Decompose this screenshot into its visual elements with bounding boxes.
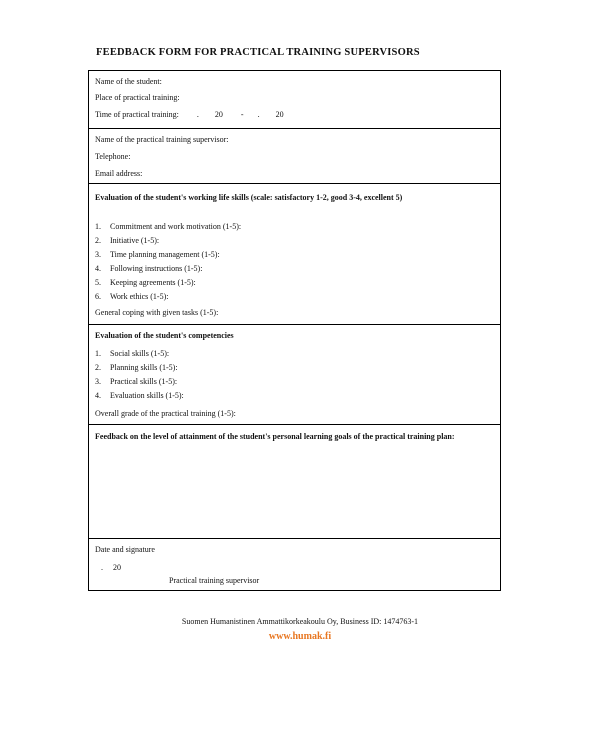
time-year-1: 20 (214, 110, 223, 119)
time-dot-1: . (196, 110, 199, 119)
date-signature-label: Date and signature (95, 545, 155, 554)
list-item: 3. Time planning management (1-5): (95, 250, 220, 259)
competencies-section (89, 325, 500, 425)
list-item: 2. Initiative (1-5): (95, 236, 160, 245)
time-dash: - (240, 110, 244, 119)
telephone-label: Telephone: (95, 152, 131, 161)
time-dot-2: . (257, 110, 260, 119)
footer-company: Suomen Humanistinen Ammattikorkeakoulu Oy, Business ID: 1474763-1 (181, 617, 419, 626)
signature-section (89, 539, 500, 590)
time-year-2: 20 (275, 110, 284, 119)
list-item: 4. Evaluation skills (1-5): (95, 391, 184, 400)
list-item: 1. Social skills (1-5): (95, 349, 170, 358)
signature-dot: . (101, 563, 103, 572)
supervisor-caption: Practical training supervisor (169, 576, 260, 585)
feedback-section (89, 425, 500, 539)
overall-grade-label: Overall grade of the practical training (1-5): (95, 409, 236, 418)
working-life-section (89, 184, 500, 325)
list-item: 2. Planning skills (1-5): (95, 363, 178, 372)
feedback-heading: Feedback on the level of attainment of the student's personal learning goals of the practical training plan: (95, 432, 455, 441)
feedback-form (88, 70, 501, 591)
signature-year: 20 (113, 563, 121, 572)
competencies-heading: Evaluation of the student's competencies (95, 331, 234, 340)
list-item: 4. Following instructions (1-5): (95, 264, 203, 273)
page-title: FEEDBACK FORM FOR PRACTICAL TRAINING SUPERVISORS (96, 47, 420, 58)
supervisor-name-label: Name of the practical training supervisor: (95, 135, 229, 144)
list-item: 5. Keeping agreements (1-5): (95, 278, 196, 287)
training-time-row (95, 110, 284, 119)
list-item: 6. Work ethics (1-5): (95, 292, 169, 301)
general-coping-label: General coping with given tasks (1-5): (95, 308, 219, 317)
footer-website-link[interactable]: www.humak.fi (268, 631, 332, 642)
signature-date-row (101, 563, 121, 572)
training-time-label: Time of practical training: (95, 110, 179, 119)
email-label: Email address: (95, 169, 143, 178)
student-name-label: Name of the student: (95, 77, 162, 86)
student-section (89, 71, 500, 129)
list-item: 1. Commitment and work motivation (1-5): (95, 222, 242, 231)
working-life-heading: Evaluation of the student's working life skills (scale: satisfactory 1-2, good 3-4, excellent 5) (95, 193, 403, 202)
list-item: 3. Practical skills (1-5): (95, 377, 178, 386)
training-place-label: Place of practical training: (95, 93, 180, 102)
supervisor-section (89, 129, 500, 184)
